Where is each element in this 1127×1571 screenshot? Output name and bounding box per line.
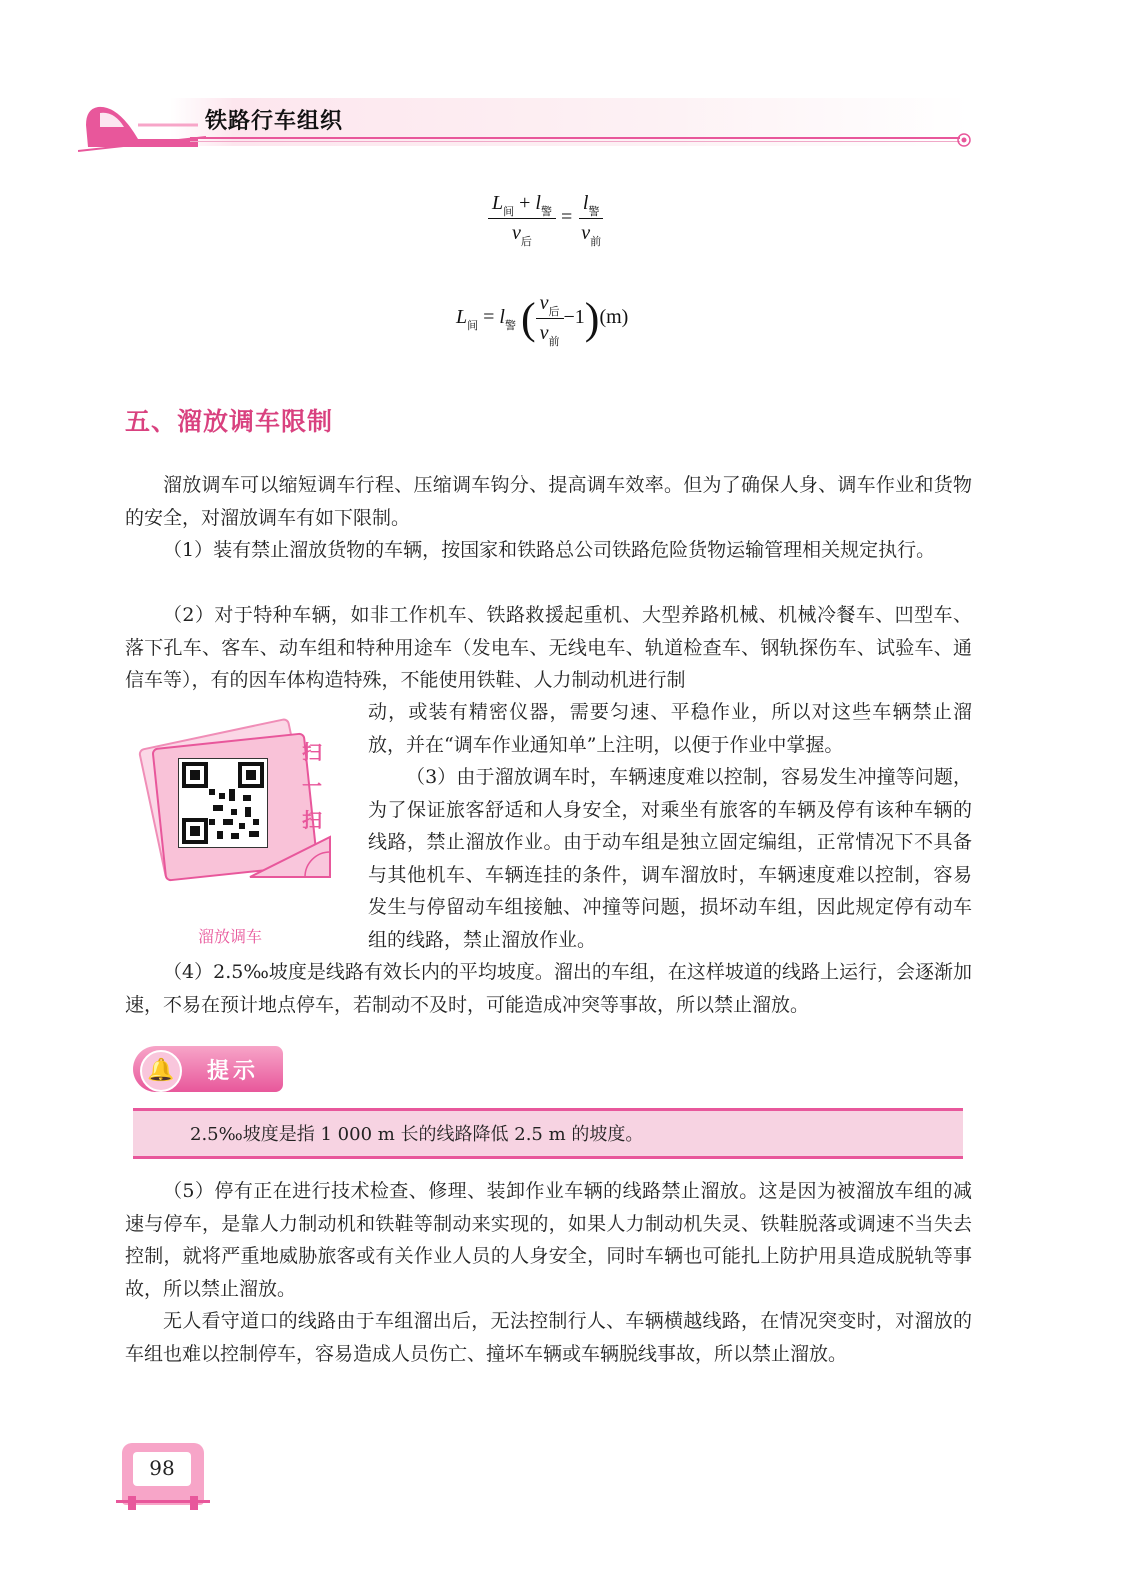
paragraph-crossing: 无人看守道口的线路由于车组溜出后，无法控制行人、车辆横越线路，在情况突变时，对溜放的车组也难以控制停车，容易造成人员伤亡、撞坏车辆或车辆脱线事故，所以禁止溜放。 <box>125 1310 972 1365</box>
scan-label: 扫 一 扫 <box>302 740 322 832</box>
formula-ratio: $\frac{L_间 + l_警}{v_后}$ = $\frac{l_警}{v_前}$ <box>488 192 605 245</box>
paragraph-rule-2-cont: 动，或装有精密仪器，需要匀速、平稳作业，所以对这些车辆禁止溜放，并在“调车作业通知单”上注明，以便于作业中掌握。 <box>368 701 972 756</box>
paragraph-intro: 溜放调车可以缩短调车行程、压缩调车钩分、提高调车效率。但为了确保人身、调车作业和货物的安全，对溜放调车有如下限制。 <box>125 474 972 529</box>
qr-caption: 溜放调车 <box>198 927 263 946</box>
paragraph-rule-3: （3）由于溜放调车时，车辆速度难以控制，容易发生冲撞等问题，为了保证旅客舒适和人身安全，对乘坐有旅客的车辆及停有该种车辆的线路，禁止溜放作业。由于动车组是独立固定编组，正常情况下不具备与其他机车、车辆连挂的条件，调车溜放时，车辆速度难以控制，容易发生与停留动车组接触、冲撞等问题，损坏动车组，因此规定停有动车组的线路，禁止溜放作业。 <box>368 766 972 951</box>
rail-icon <box>116 1496 210 1510</box>
tip-label: 提示 <box>207 1059 260 1084</box>
tip-text: 2.5‰坡度是指 1 000 m 长的线路降低 2.5 m 的坡度。 <box>190 1124 644 1145</box>
header-rule-thin <box>190 141 960 142</box>
page-number: 98 <box>149 1456 175 1480</box>
bell-icon: 🔔 <box>140 1050 182 1092</box>
paragraph-rule-2: （2）对于特种车辆，如非工作机车、铁路救援起重机、大型养路机械、机械冷餐车、凹型车、落下孔车、客车、动车组和特种用途车（发电车、无线电车、轨道检查车、钢轨探伤车、试验车、通信车等），有的因车体构造特殊，不能使用铁鞋、人力制动机进行制 <box>125 604 972 691</box>
paragraph-rule-4: （4）2.5‰坡度是线路有效长内的平均坡度。溜出的车组，在这样坡道的线路上运行，会逐渐加速，不易在预计地点停车，若制动不及时，可能造成冲突等事故，所以禁止溜放。 <box>125 961 972 1016</box>
ruler-icon <box>245 822 335 882</box>
paragraph-rule-1: （1）装有禁止溜放货物的车辆，按国家和铁路总公司铁路危险货物运输管理相关规定执行。 <box>163 539 936 561</box>
section-title: 五、溜放调车限制 <box>125 407 334 436</box>
train-logo-icon <box>78 95 208 155</box>
header-rule <box>190 137 960 139</box>
header-dot-icon <box>956 132 972 148</box>
book-title: 铁路行车组织 <box>205 109 344 134</box>
formula-distance: $L_间 = l_警$ ( $\frac{v_后}{v_前}$ −1)(m) <box>456 292 629 348</box>
paragraph-rule-5: （5）停有正在进行技术检查、修理、装卸作业车辆的线路禁止溜放。这是因为被溜放车组的减速与停车，是靠人力制动机和铁鞋等制动来实现的，如果人力制动机失灵、铁鞋脱落或调速不当失去控制，就将严重地威胁旅客或有关作业人员的人身安全，同时车辆也可能扎上防护用具造成脱轨等事故，所以禁止溜放。 <box>125 1180 972 1300</box>
